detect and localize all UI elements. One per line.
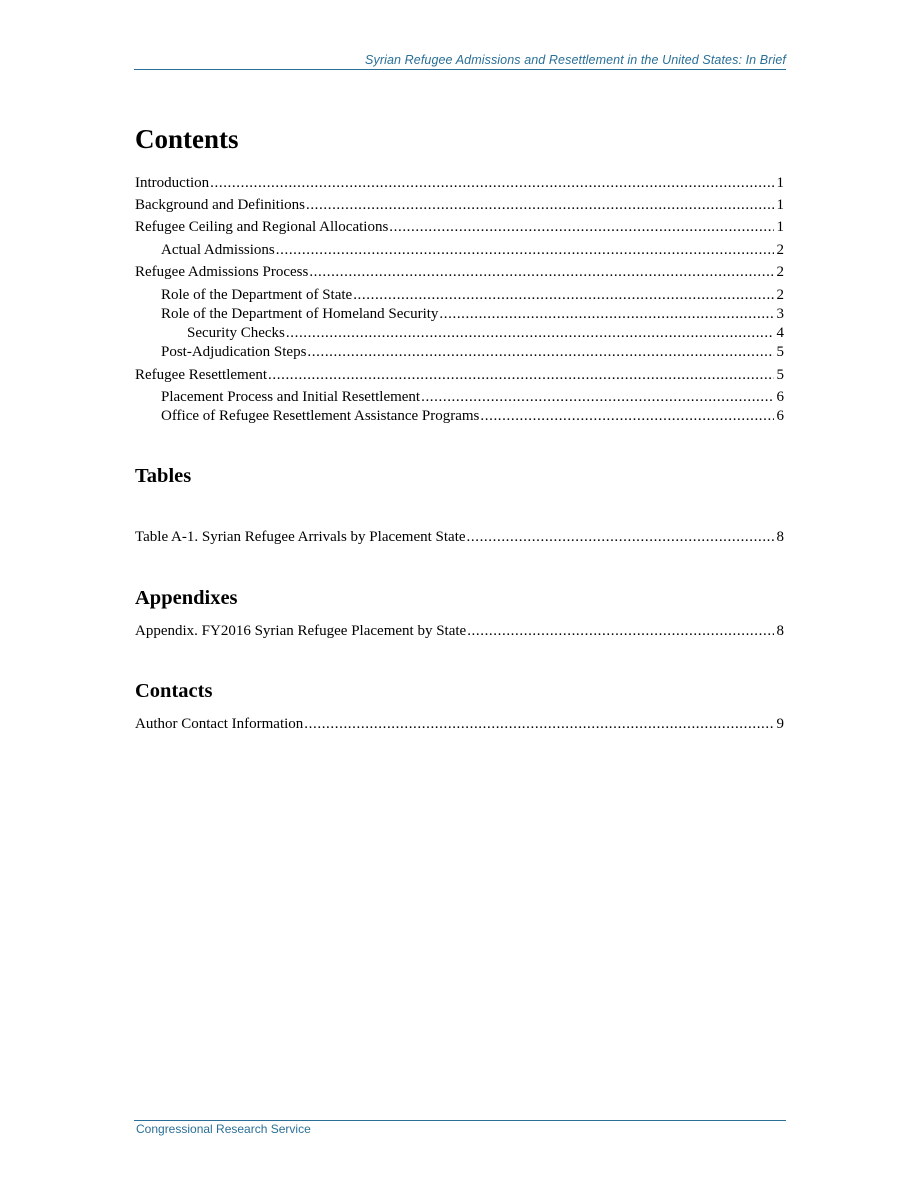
toc-entry-author-contact[interactable]: [135, 715, 784, 734]
toc-page-number: 2: [776, 264, 784, 280]
toc-entry-placement-process[interactable]: [161, 388, 784, 407]
toc-label: Table A-1. Syrian Refugee Arrivals by Placement State: [135, 529, 466, 545]
toc-leader: [268, 366, 773, 385]
toc-page-number: 6: [776, 408, 784, 424]
toc-label: Refugee Admissions Process: [135, 264, 309, 280]
toc-label: Introduction: [135, 175, 210, 191]
toc-entry-refugee-resettlement[interactable]: [135, 366, 784, 385]
toc-leader: [353, 286, 773, 305]
toc-page-number: 1: [776, 219, 784, 235]
contents-title: Contents: [135, 124, 239, 154]
toc-page-number: 4: [776, 325, 784, 341]
toc-leader: [210, 174, 773, 193]
toc-leader: [389, 218, 773, 237]
toc-page-number: 8: [776, 623, 784, 639]
toc-leader: [439, 305, 773, 324]
toc-label: Appendix. FY2016 Syrian Refugee Placement by State: [135, 623, 467, 639]
toc-entry-table-a1[interactable]: [135, 528, 784, 547]
toc-label: Placement Process and Initial Resettlement: [161, 389, 421, 405]
footer-rule: [134, 1120, 786, 1121]
toc-label: Security Checks: [187, 325, 285, 341]
appendixes-title: Appendixes: [135, 587, 238, 609]
toc-leader: [304, 715, 773, 734]
toc-leader: [286, 324, 774, 343]
toc-leader: [421, 388, 773, 407]
toc-label: Refugee Ceiling and Regional Allocations: [135, 219, 389, 235]
footer-text: Congressional Research Service: [136, 1122, 311, 1136]
toc-page-number: 9: [776, 716, 784, 732]
toc-leader: [480, 407, 773, 426]
header-rule: [134, 69, 786, 70]
toc-page-number: 8: [776, 529, 784, 545]
toc-entry-refugee-ceiling[interactable]: [135, 218, 784, 237]
toc-entry-appendix[interactable]: [135, 622, 784, 641]
toc-page-number: 1: [776, 175, 784, 191]
toc-page-number: 5: [776, 344, 784, 360]
toc-label: Refugee Resettlement: [135, 367, 268, 383]
toc-entry-actual-admissions[interactable]: [161, 241, 784, 260]
toc-label: Role of the Department of State: [161, 287, 353, 303]
tables-title: Tables: [135, 465, 192, 487]
toc-page-number: 2: [776, 242, 784, 258]
toc-page-number: 3: [776, 306, 784, 322]
toc-label: Role of the Department of Homeland Security: [161, 306, 439, 322]
toc-label: Background and Definitions: [135, 197, 305, 213]
toc-leader: [309, 263, 773, 282]
toc-label: Post-Adjudication Steps: [161, 344, 307, 360]
toc-label: Office of Refugee Resettlement Assistance Programs: [161, 408, 480, 424]
toc-entry-admissions-process[interactable]: [135, 263, 784, 282]
toc-leader: [467, 528, 774, 547]
toc-entry-homeland-security[interactable]: [161, 305, 784, 324]
toc-leader: [276, 241, 774, 260]
contacts-title: Contacts: [135, 680, 213, 702]
toc-entry-background[interactable]: [135, 196, 784, 215]
toc-entry-security-checks[interactable]: [187, 324, 784, 343]
toc-label: Author Contact Information: [135, 716, 304, 732]
toc-page-number: 6: [776, 389, 784, 405]
toc-page-number: 2: [776, 287, 784, 303]
running-header: Syrian Refugee Admissions and Resettlement in the United States: In Brief: [365, 53, 786, 67]
toc-entry-orr-programs[interactable]: [161, 407, 784, 426]
toc-entry-post-adjudication[interactable]: [161, 343, 784, 362]
toc-leader: [307, 343, 773, 362]
toc-leader: [306, 196, 774, 215]
toc-page-number: 5: [776, 367, 784, 383]
toc-leader: [467, 622, 773, 641]
toc-label: Actual Admissions: [161, 242, 275, 258]
toc-page-number: 1: [776, 197, 784, 213]
toc-entry-department-of-state[interactable]: [161, 286, 784, 305]
toc-entry-introduction[interactable]: [135, 174, 784, 193]
